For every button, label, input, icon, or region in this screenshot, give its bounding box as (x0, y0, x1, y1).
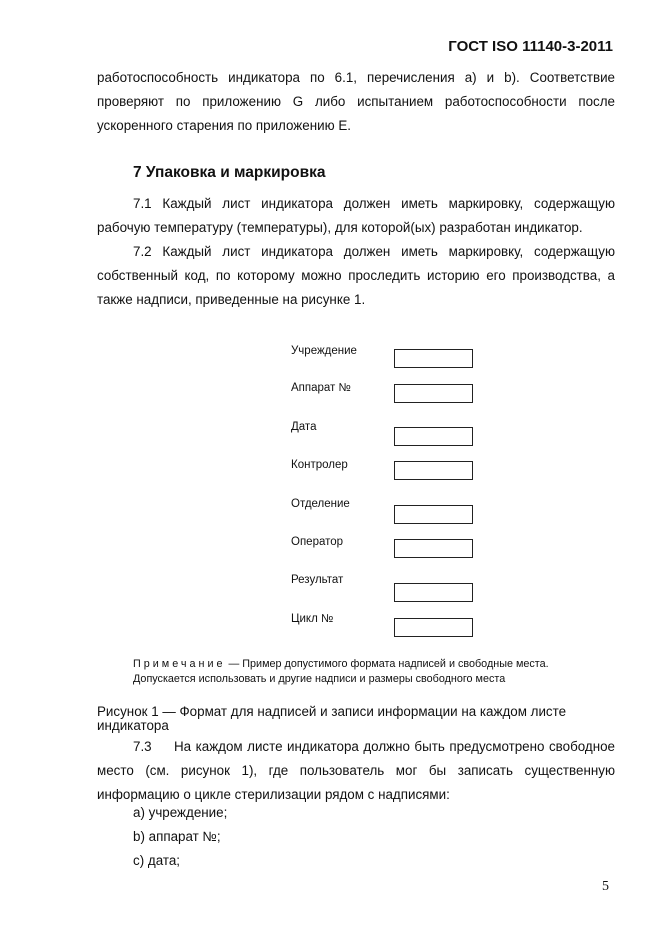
field-box-date (394, 427, 473, 446)
field-label-apparatus: Аппарат № (291, 382, 351, 394)
field-box-apparatus (394, 384, 473, 403)
field-box-institution (394, 349, 473, 368)
field-label-institution: Учреждение (291, 345, 357, 357)
note-label: Примечание (133, 658, 226, 670)
field-label-controller: Контролер (291, 459, 348, 471)
field-box-department (394, 505, 473, 524)
paragraph-7-1: 7.1 Каждый лист индикатора должен иметь маркировку, содержащую рабочую температуру (температуры), для которой(ых) разработан индикатор. (97, 196, 615, 235)
field-label-department: Отделение (291, 498, 350, 510)
figure-note (133, 657, 613, 687)
field-label-date: Дата (291, 421, 317, 433)
paragraph-7-2: 7.2 Каждый лист индикатора должен иметь маркировку, содержащую собственный код, по которому можно проследить историю его производства, а также надписи, приведенные на рисунке 1. (97, 244, 615, 307)
intro-paragraph: работоспособность индикатора по 6.1, перечисления а) и b). Соответствие проверяют по приложению G либо испытанием работоспособности после ускоренного старения по приложению Е. (97, 70, 615, 133)
page-number: 5 (602, 879, 609, 894)
field-box-controller (394, 461, 473, 480)
list-item: с) дата; (133, 853, 180, 868)
field-box-result (394, 583, 473, 602)
note-text: — Пример допустимого формата надписей и свободные места. Допускается использовать и другие надписи и размеры свободного места (133, 658, 549, 685)
field-label-result: Результат (291, 574, 344, 586)
field-box-cycle (394, 618, 473, 637)
document-header: ГОСТ ISO 11140-3-2011 (448, 38, 613, 55)
field-label-operator: Оператор (291, 536, 344, 548)
section-heading: 7 Упаковка и маркировка (133, 164, 326, 181)
list-item: а) учреждение; (133, 805, 228, 820)
list-item: b) аппарат №; (133, 829, 221, 844)
paragraph-7-3: 7.3 На каждом листе индикатора должно быть предусмотрено свободное место (см. рисунок 1), где пользователь мог бы записать существенную информацию о цикле стерилизации рядом с надписями: (97, 739, 615, 802)
field-label-cycle: Цикл № (291, 613, 334, 625)
field-box-operator (394, 539, 473, 558)
figure-caption: Рисунок 1 — Формат для надписей и записи информации на каждом листе индикатора (97, 704, 567, 733)
